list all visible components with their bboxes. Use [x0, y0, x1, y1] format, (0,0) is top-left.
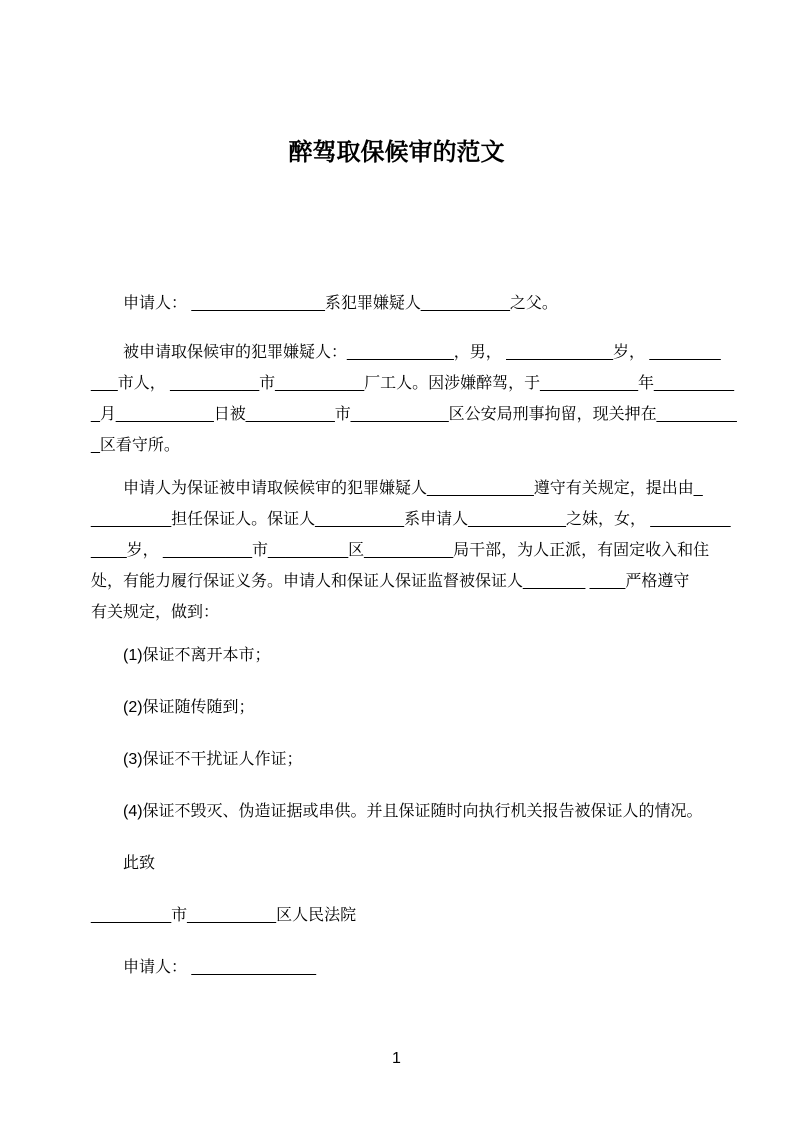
guarantee-item-4	[91, 796, 705, 828]
guarantee-item-2	[91, 692, 705, 724]
suspect-info-line-1: 被申请取保候审的犯罪嫌疑人：____________，男， ____________岁， ________	[123, 344, 721, 361]
guarantor-info-line-2: _________担任保证人。保证人__________系申请人___________之妹，女， _________	[91, 511, 731, 528]
page-number: 1	[392, 1050, 401, 1067]
guarantee-item-1-text: (1)保证不离开本市；	[123, 647, 271, 664]
guarantor-info-line-4: 处，有能力履行保证义务。申请人和保证人保证监督被保证人_______ ____严格遵守	[91, 573, 690, 590]
guarantee-item-4-text: (4)保证不毁灭、伪造证据或串供。并且保证随时向执行机关报告被保证人的情况。	[123, 803, 703, 820]
paragraph-suspect-info	[91, 337, 737, 461]
closing-salutation-text: 此致	[123, 855, 156, 872]
paragraph-applicant	[91, 288, 705, 319]
suspect-info-line-3: _月___________日被__________市___________区公安局刑事拘留，现关押在_________	[91, 406, 737, 423]
suspect-info-line-2: ___市人， __________市__________厂工人。因涉嫌醉驾，于___________年_________	[91, 375, 735, 392]
guarantor-info-line-5: 有关规定，做到：	[91, 604, 220, 621]
closing-salutation	[91, 848, 705, 880]
guarantor-info-line-1: 申请人为保证被申请取候候审的犯罪嫌疑人____________遵守有关规定，提出由_	[123, 480, 703, 497]
guarantee-item-2-text: (2)保证随传随到；	[123, 699, 255, 716]
document-title: 醉驾取保候审的范文	[288, 139, 505, 166]
guarantee-item-1	[91, 640, 705, 672]
guarantee-item-3-text: (3)保证不干扰证人作证；	[123, 751, 303, 768]
signature-line-text: 申请人： ______________	[123, 959, 317, 976]
guarantee-item-3	[91, 744, 705, 776]
court-line-text: _________市__________区人民法院	[91, 907, 357, 924]
signature-line	[91, 952, 705, 984]
suspect-info-line-4: _区看守所。	[91, 437, 180, 454]
applicant-line: 申请人： _______________系犯罪嫌疑人__________之父。	[123, 295, 558, 312]
guarantor-info-line-3: ____岁， __________市_________区__________局干部，为人正派，有固定收入和住	[91, 542, 710, 559]
court-line	[91, 900, 705, 932]
paragraph-guarantor-info	[91, 473, 731, 628]
